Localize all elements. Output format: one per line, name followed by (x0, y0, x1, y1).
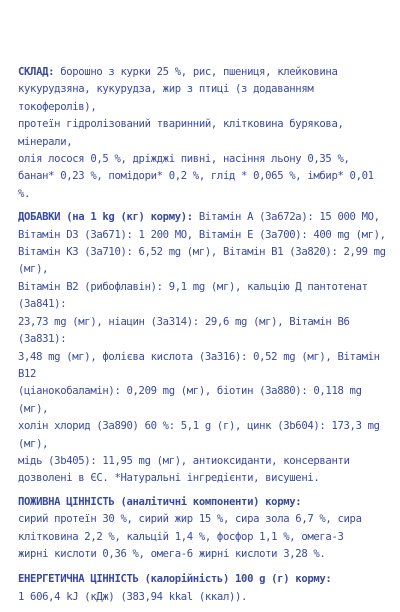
additives-heading: ДОБАВКИ (на 1 kg (кг) корму): (18, 211, 193, 224)
composition-heading: СКЛАД: (18, 66, 55, 78)
nutrition-section (18, 494, 390, 564)
energy-text: 1 606,4 kJ (кДж) (383,94 kkal (ккал)). (18, 590, 248, 603)
composition-section (18, 64, 390, 203)
composition-text: борошно з курки 25 %, рис, пшениця, клейковина кукурудзяна, кукурудза, жир з птиці (з додаванням токоферолів), протеїн гідролізований тваринний, клітковина бурякова, мінерали, олія лосося 0,5 %, дріжджі пивні, насіння льону 0,35 %, банан* 0,23 %, помідори* 0,2 %, глід * 0,065 %, імбир* 0,01 %. (18, 66, 374, 200)
energy-section (18, 571, 390, 606)
nutrition-heading: ПОЖИВНА ЦІННІСТЬ (аналітичні компоненти) корму: (18, 495, 302, 508)
energy-heading: ЕНЕРГЕТИЧНА ЦІННІСТЬ (калорійність) 100 g (г) корму: (18, 573, 332, 586)
ingredients-label (18, 64, 390, 612)
additives-text: Вітамін А (3а672а): 15 000 МО, Вітамін D3 (3а671): 1 200 МО, Вітамін Е (3а700): 400 mg (мг), Вітамін К3 (3а710): 6,52 mg (мг), Вітамін В1 (3а820): 2,99 mg (мг), Вітамін В2 (рибофлавін): 9,1 mg (мг), кальцію Д пантотенат (3а841): 23,73 mg (мг), ніацин (3а314): 29,6 mg (мг), Вітамін В6 (3а831): 3,48 mg (мг), фолієва кислота (3а316): 0,52 mg (мг), Вітамін В12 (ціанокобаламін): 0,209 mg (мг), біотин (3а880): 0,118 mg (мг), холін хлорид (3а890) 60 %: 5,1 g (г), цинк (3b604): 173,3 mg (мг), мідь (3b405): 11,95 mg (мг), антиоксиданти, консерванти дозволені в ЄС. *Натуральні інгредієнти, висушені. (18, 211, 386, 485)
additives-section (18, 209, 390, 488)
nutrition-text: сирий протеїн 30 %, сирий жир 15 %, сира зола 6,7 %, сира клітковина 2,2 %, кальцій 1,4 %, фосфор 1,1 %, омега-3 жирні кислоти 0,36 %, омега-6 жирні кислоти 3,28 %. (18, 513, 362, 560)
